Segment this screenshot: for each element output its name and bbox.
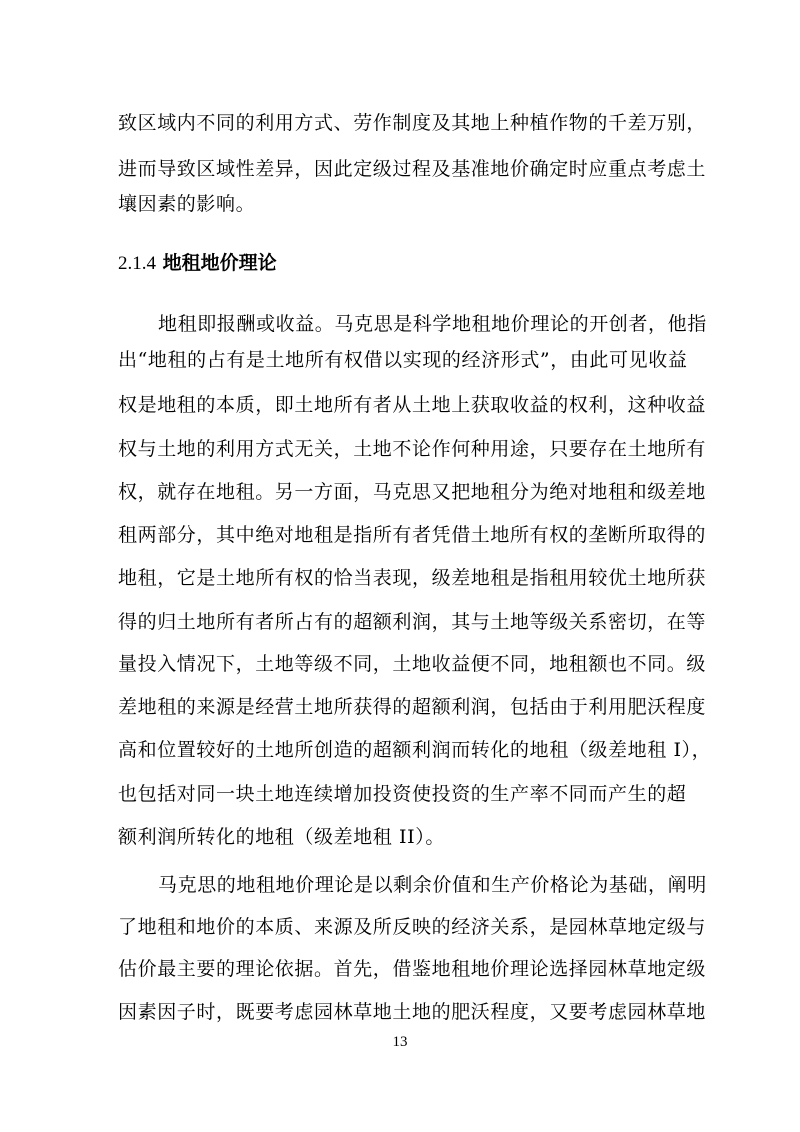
paragraph-line: 得的归土地所有者所占有的超额利润，其与土地等级关系密切，在等	[118, 611, 707, 633]
paragraph-line: 租两部分，其中绝对地租是指所有者凭借土地所有权的垄断所取得的	[118, 524, 707, 546]
paragraph-line: 估价最主要的理论依据。首先，借鉴地租地价理论选择园林草地定级	[118, 958, 707, 980]
paragraph-line: 权，就存在地租。另一方面，马克思又把地租分为绝对地租和级差地	[118, 481, 707, 503]
paragraph-line: 地租，它是土地所有权的恰当表现，级差地租是指租用较优土地所获	[118, 567, 707, 589]
paragraph-line: 额利润所转化的地租（级差地租 II）。	[118, 826, 445, 848]
page-number: 13	[392, 1034, 408, 1050]
paragraph-line: 壤因素的影响。	[118, 193, 256, 215]
paragraph-line: 权与土地的利用方式无关，土地不论作何种用途，只要存在土地所有	[118, 438, 707, 460]
paragraph-line: 权是地租的本质，即土地所有者从土地上获取收益的权利，这种收益	[118, 394, 707, 416]
paragraph-line: 进而导致区域性差异，因此定级过程及基准地价确定时应重点考虑土	[118, 158, 707, 180]
section-heading	[118, 251, 277, 276]
paragraph-line: 地租即报酬或收益。马克思是科学地租地价理论的开创者，他指	[158, 313, 707, 335]
paragraph-line: 因素因子时，既要考虑园林草地土地的肥沃程度，又要考虑园林草地	[118, 1001, 707, 1023]
paragraph-line: 了地租和地价的本质、来源及所反映的经济关系，是园林草地定级与	[118, 916, 707, 938]
paragraph-line: 也包括对同一块土地连续增加投资使投资的生产率不同而产生的超	[118, 783, 687, 805]
section-title: 地租地价理论	[162, 252, 277, 274]
paragraph-line: 差地租的来源是经营土地所获得的超额利润，包括由于利用肥沃程度	[118, 696, 707, 718]
paragraph-line: 高和位置较好的土地所创造的超额利润而转化的地租（级差地租 I），	[118, 739, 712, 761]
paragraph-line: 致区域内不同的利用方式、劳作制度及其地上种植作物的千差万别，	[118, 112, 707, 134]
section-number: 2.1.4	[118, 253, 156, 274]
paragraph-line: 出“地租的占有是土地所有权借以实现的经济形式”，由此可见收益	[118, 349, 688, 371]
paragraph-line: 马克思的地租地价理论是以剩余价值和生产价格论为基础，阐明	[158, 874, 707, 896]
paragraph-line: 量投入情况下，土地等级不同，土地收益便不同，地租额也不同。级	[118, 653, 707, 675]
